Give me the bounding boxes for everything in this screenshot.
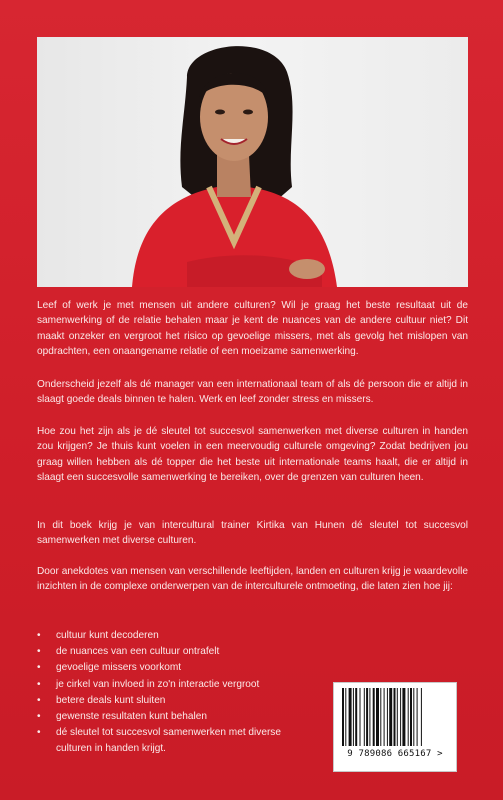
bullet-icon: • [37,662,41,674]
list-item: • cultuur kunt decoderen [37,628,317,644]
paragraph-3-block [37,424,468,485]
barcode-bar [417,688,418,746]
list-item: • de nuances van een cultuur ontrafelt [37,644,317,660]
bullet-icon: • [37,678,41,690]
barcode-bar [376,688,379,746]
paragraph-2-block [37,377,468,408]
benefit-list [37,628,317,758]
paragraph-2: Onderscheid jezelf als dé manager van een internationaal team of als dé persoon die er altijd in slaagt goede deals binnen te halen. Werk en leef zonder stress en missers. [37,379,468,406]
barcode-bar [380,688,381,746]
bullet-icon: • [37,727,41,739]
author-photo [37,37,468,287]
barcode-bar [364,688,365,746]
barcode-bar [355,688,357,746]
barcode-bar [349,688,352,746]
barcode-bar [408,688,409,746]
barcode-bar [410,688,412,746]
barcode-bar [353,688,354,746]
list-item: • gevoelige missers voorkomt [37,660,317,676]
barcode-bar [360,688,361,746]
paragraph-3: Hoe zou het zijn als je dé sleutel tot succesvol samenwerken met diverse culturen in handen zou krijgen? Je thuis kunt voelen in een meervoudig culturele omgeving? Zodat bedrijven jou graag willen hebben als dé topper die het beste uit internationale teams haalt, die er altijd in slaagt een succesvolle samenwerking te bereiken, over de grenzen van culturen heen. [37,426,468,483]
barcode-bar [400,688,401,746]
barcode-bar [397,688,398,746]
barcode-bar [369,688,370,746]
paragraph-5-block [37,564,468,595]
list-item: • betere deals kunt sluiten [37,693,317,709]
barcode-bar [387,688,388,746]
paragraph-5: Door anekdotes van mensen van verschillende leeftijden, landen en culturen krijg je waardevolle inzichten in de complexe onderwerpen van de interculturele ontmoeting, die laten zien hoe jij: [37,566,468,593]
barcode-bar [366,688,368,746]
paragraph-4: In dit boek krijg je van intercultural trainer Kirtika van Hunen dé sleutel tot succesvol samenwerken met diverse culturen. [37,520,468,547]
barcode-bar [384,688,385,746]
author-portrait-illustration [37,37,468,287]
bullet-icon: • [37,630,41,641]
barcode-bar [345,688,346,746]
bullet-icon: • [37,646,41,658]
paragraph-4-block [37,518,468,549]
barcode-bar [342,688,344,746]
barcode-bar [389,688,392,746]
bullet-icon: • [37,694,41,706]
list-item: • dé sleutel tot succesvol samenwerken met diverse culturen in handen krijgt. [37,727,281,755]
barcode-bar [413,688,414,746]
barcode-bar [421,688,422,746]
isbn-number: 9 789086 665167 > [347,749,443,759]
bullet-icon: • [37,711,41,723]
barcode-bar [402,688,405,746]
isbn-barcode [333,682,457,772]
paragraph-1: Leef of werk je met mensen uit andere culturen? Wil je graag het beste resultaat uit de samenwerking of de relatie behalen maar je kent de nuances van de andere cultuur niet? Dit maakt onzeker en vergroot het risico op gevoelige missers, met als gevolg het mislopen van opdrachten, een onaangename relatie of een moeizame samenwerking. [37,300,468,357]
list-item: • gewenste resultaten kunt behalen [37,709,317,725]
barcode-bar [394,688,396,746]
intro-paragraph-block [37,298,468,359]
barcode-bar [373,688,375,746]
barcode-bars [340,688,450,748]
list-item: • je cirkel van invloed in zo'n interactie vergroot [37,677,317,693]
